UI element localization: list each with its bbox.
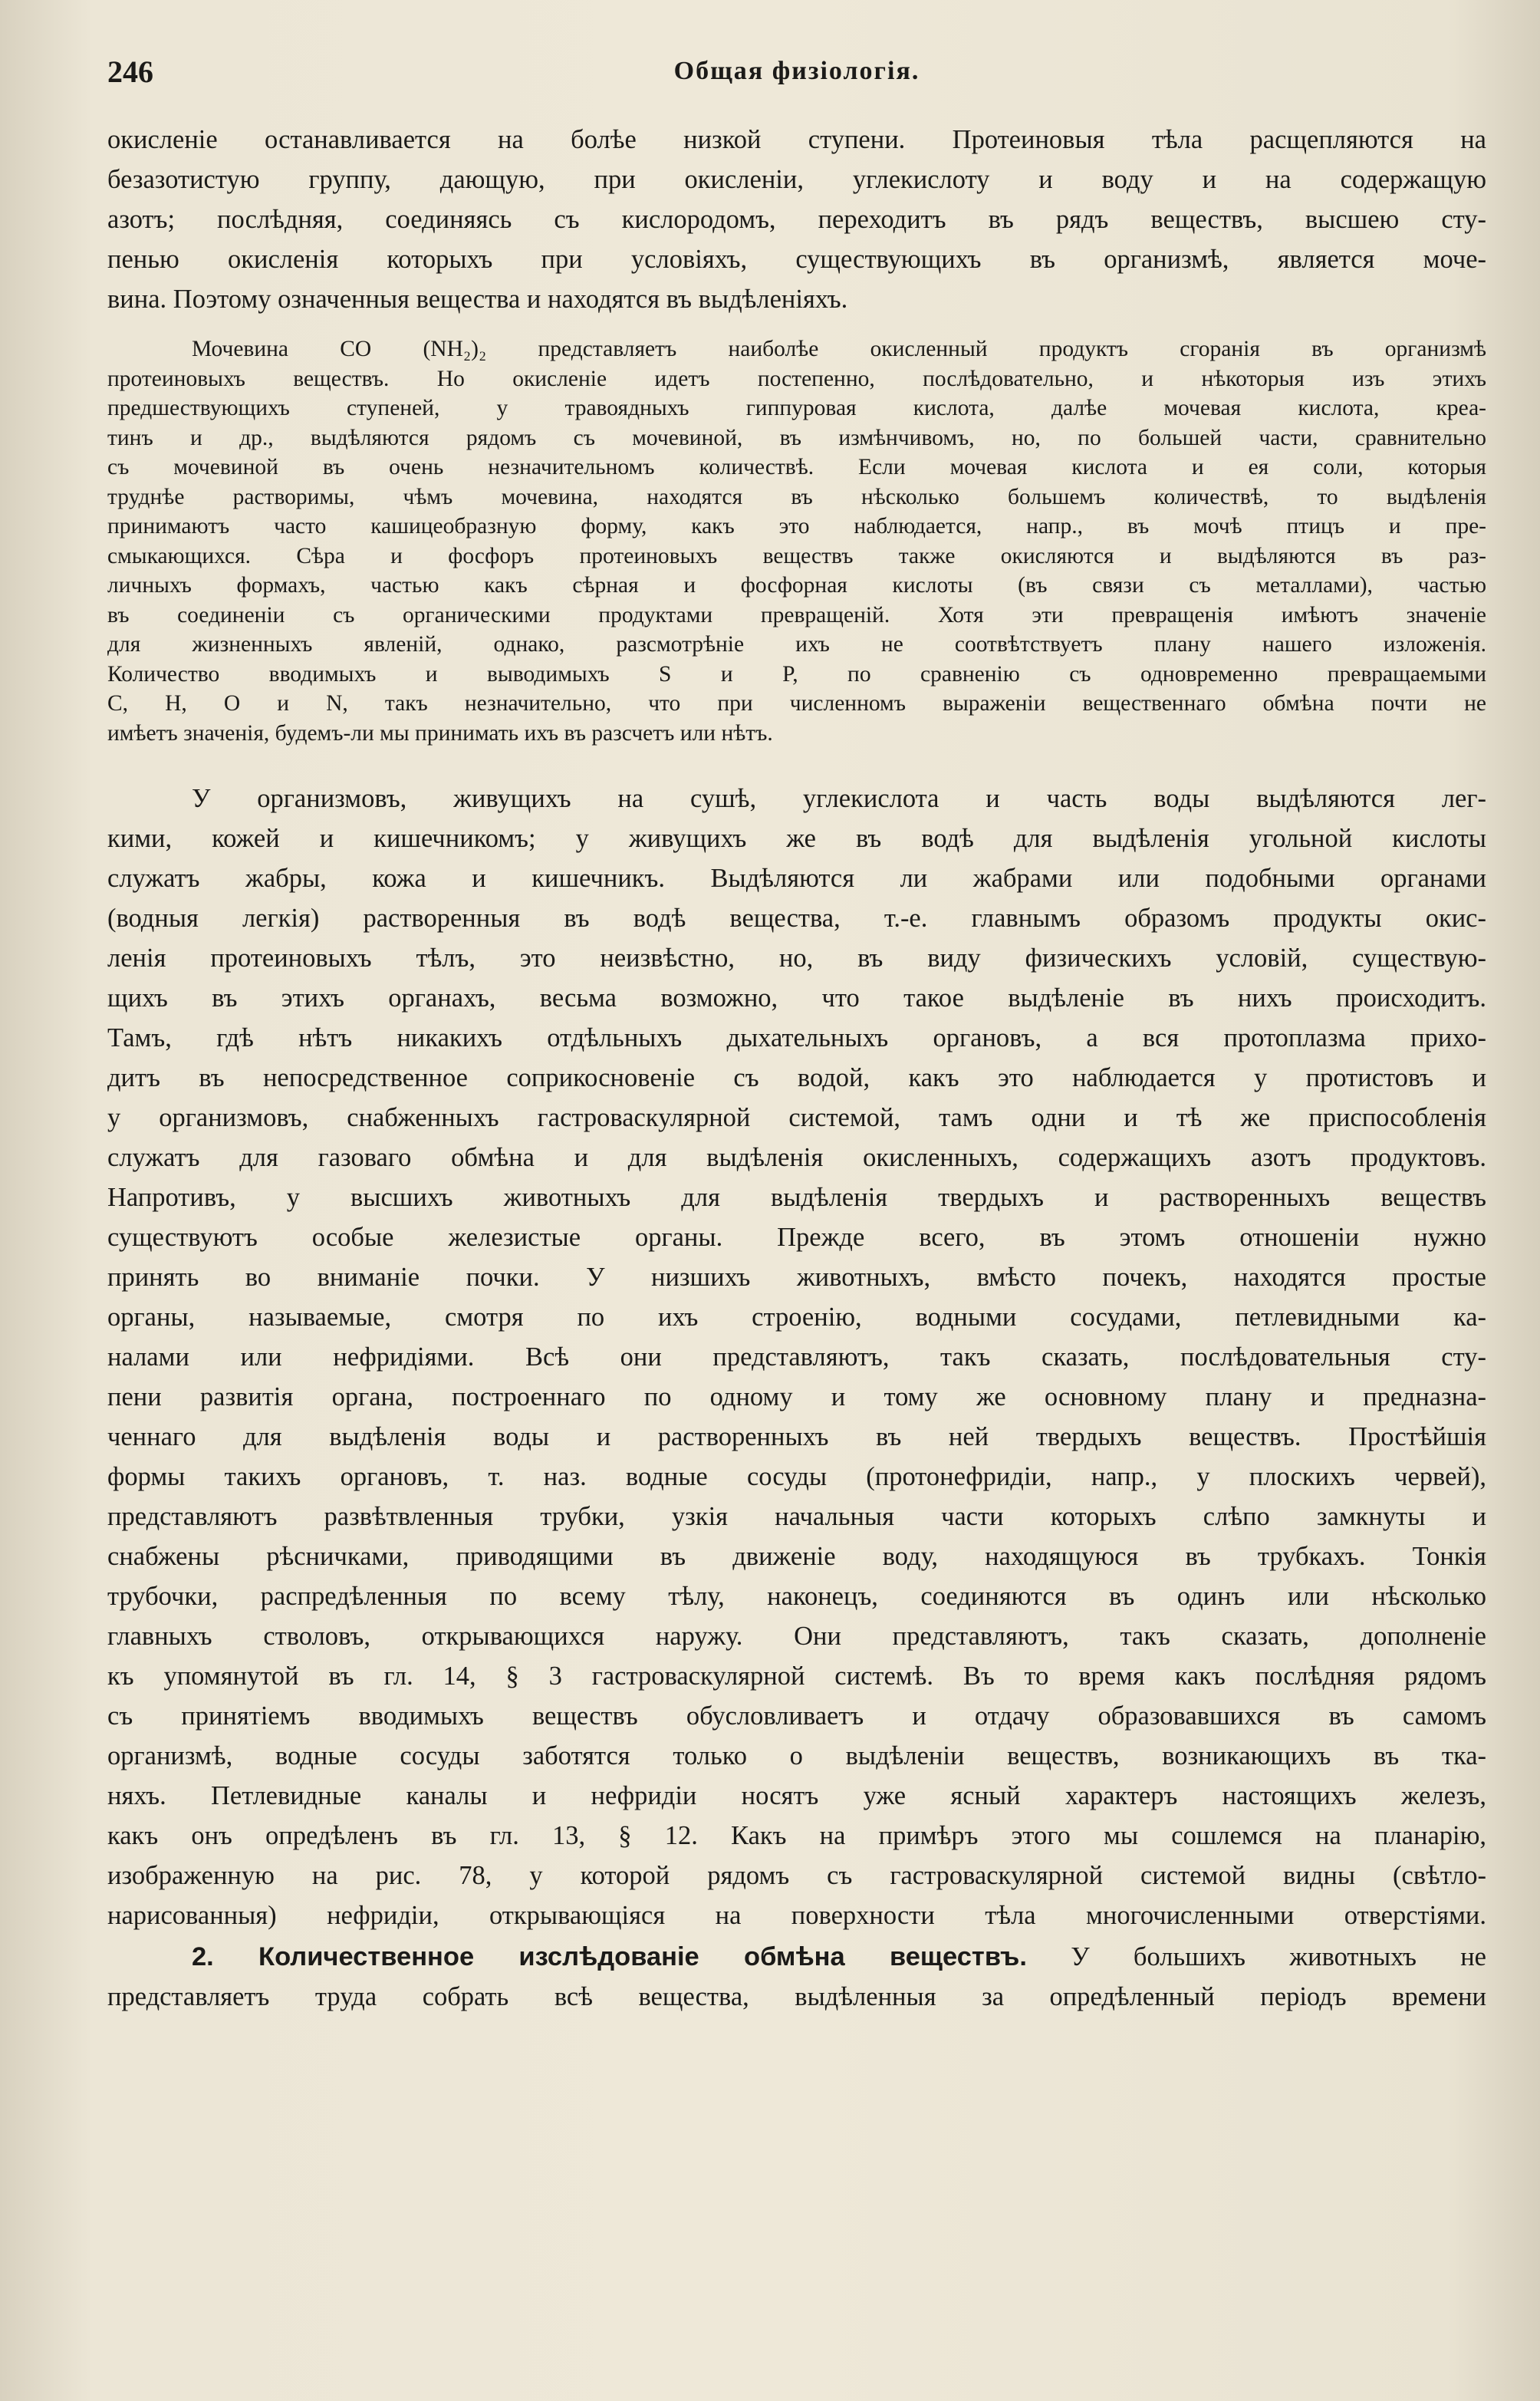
note-line: личныхъ формахъ, частью какъ сѣрная и фосфорная кислоты (въ связи съ металлами), частью <box>107 573 1486 598</box>
text-line: пени развитiя органа, построеннаго по одному и тому же основному плану и предназна- <box>107 1382 1486 1411</box>
running-title: Общая физiологiя. <box>673 57 920 85</box>
text-line: (водныя легкiя) растворенныя въ водѣ вещества, т.-е. главнымъ образомъ продукты окис- <box>107 904 1486 933</box>
note-line: Мочевина CO (NH₂)₂ представляетъ наиболѣе окисленный продуктъ сгоранiя въ организмѣ <box>192 337 1486 361</box>
text-line: пенью окисленiя которыхъ при условiяхъ, существующихъ въ организмѣ, является моче- <box>107 245 1486 274</box>
note-line: имѣетъ значенiя, будемъ-ли мы принимать ихъ въ разсчетъ или нѣтъ. <box>107 720 773 746</box>
text-line: азотъ; послѣдняя, соединяясь съ кислородомъ, переходитъ въ рядъ веществъ, высшею сту- <box>107 205 1486 234</box>
text-line: у организмовъ, снабженныхъ гастроваскулярной системой, тамъ одни и тѣ же приспособленiя <box>107 1103 1486 1132</box>
paragraph-oxidation <box>107 120 1486 319</box>
text-line: организмѣ, водные сосуды заботятся только о выдѣленiи веществъ, возникающихъ въ тка- <box>107 1741 1486 1770</box>
text-line: щихъ въ этихъ органахъ, весьма возможно, что такое выдѣленiе въ нихъ происходитъ. <box>107 983 1486 1013</box>
text-line: органы, называемые, смотря по ихъ строенiю, водными сосудами, петлевидными ка- <box>107 1303 1486 1332</box>
text-line: формы такихъ органовъ, т. наз. водные сосуды (протонефридiи, напр., у плоскихъ червей), <box>107 1462 1486 1491</box>
text-line: ленiя протеиновыхъ тѣлъ, это неизвѣстно, но, въ виду физическихъ условiй, существую- <box>107 944 1486 973</box>
note-line: принимаютъ часто кашицеобразную форму, какъ это наблюдается, напр., въ мочѣ птицъ и пре- <box>107 514 1486 538</box>
section-heading: 2. Количественное изслѣдованiе обмѣна веществъ. <box>192 1942 1027 1971</box>
text-line: служатъ для газоваго обмѣна и для выдѣленiя окисленныхъ, содержащихъ азотъ продуктовъ. <box>107 1143 1486 1172</box>
note-line: въ соединенiи съ органическими продуктами превращенiй. Хотя эти превращенiя имѣютъ значенiе <box>107 602 1486 627</box>
note-urea <box>107 334 1486 748</box>
text-line: безазотистую группу, дающую, при окисленiи, углекислоту и воду и на содержащую <box>107 165 1486 194</box>
section-2-first-line <box>107 1937 1486 1977</box>
running-head <box>107 46 1486 100</box>
text-line: главныхъ стволовъ, открывающихся наружу. Они представляютъ, такъ сказать, дополненiе <box>107 1622 1486 1651</box>
text-line: служатъ жабры, кожа и кишечникъ. Выдѣляются ли жабрами или подобными органами <box>107 864 1486 893</box>
note-line: предшествующихъ ступеней, у травоядныхъ гиппуровая кислота, далѣе мочевая кислота, креа- <box>107 396 1486 420</box>
text-line: снабжены рѣсничками, приводящими въ движенiе воду, находящуюся въ трубкахъ. Тонкiя <box>107 1542 1486 1571</box>
paragraph-excretion <box>107 779 1486 1935</box>
note-line: для жизненныхъ явленiй, однако, разсмотрѣнiе ихъ не соотвѣтствуетъ плану нашего изложенiя. <box>107 632 1486 657</box>
text-line: съ принятiемъ вводимыхъ веществъ обусловливаетъ и отдачу образовавшихся въ самомъ <box>107 1701 1486 1731</box>
text-line: нарисованныя) нефридiи, открывающiяся на поверхности тѣла многочисленными отверстiями. <box>107 1901 1486 1930</box>
text-line: ченнаго для выдѣленiя воды и растворенныхъ въ ней твердыхъ веществъ. Простѣйшiя <box>107 1422 1486 1451</box>
note-line: смыкающихся. Сѣра и фосфоръ протеиновыхъ веществъ также окисляются и выдѣляются въ раз- <box>107 543 1486 568</box>
text-line: вина. Поэтому означенныя вещества и находятся въ выдѣленiяхъ. <box>107 285 848 314</box>
text-line: представляетъ труда собрать всѣ вещества, выдѣленныя за опредѣленный перiодъ времени <box>107 1982 1486 2011</box>
note-line: съ мочевиной въ очень незначительномъ количествѣ. Если мочевая кислота и ея соли, которыя <box>107 455 1486 479</box>
note-line: труднѣе растворимы, чѣмъ мочевина, находятся въ нѣсколько большемъ количествѣ, то выдѣленiя <box>107 484 1486 509</box>
text-line: изображенную на рис. 78, у которой рядомъ съ гастроваскулярной системой видны (свѣтло- <box>107 1861 1486 1890</box>
text-line: къ упомянутой въ гл. 14, § 3 гастроваскулярной системѣ. Въ то время какъ послѣдняя рядомъ <box>107 1662 1486 1691</box>
section-heading-continuation: У большихъ животныхъ не <box>1026 1942 1486 1971</box>
text-line: няхъ. Петлевидные каналы и нефридiи носятъ уже ясный характеръ настоящихъ железъ, <box>107 1781 1486 1810</box>
text-line: существуютъ особые железистые органы. Прежде всего, въ этомъ отношенiи нужно <box>107 1223 1486 1252</box>
text-line: дитъ въ непосредственное соприкосновенiе съ водой, какъ это наблюдается у протистовъ и <box>107 1063 1486 1092</box>
note-line: C, H, O и N, такъ незначительно, что при численномъ выраженiи вещественнаго обмѣна почти не <box>107 691 1486 716</box>
page-number: 246 <box>107 54 153 89</box>
text-line: представляютъ развѣтвленныя трубки, узкiя начальныя части которыхъ слѣпо замкнуты и <box>107 1502 1486 1531</box>
note-line: протеиновыхъ веществъ. Но окисленiе идетъ постепенно, послѣдовательно, и нѣкоторыя изъ этихъ <box>107 366 1486 391</box>
text-line: принять во вниманiе почки. У низшихъ животныхъ, вмѣсто почекъ, находятся простые <box>107 1263 1486 1292</box>
text-line: У организмовъ, живущихъ на сушѣ, углекислота и часть воды выдѣляются лег- <box>192 784 1486 813</box>
text-line: кими, кожей и кишечникомъ; у живущихъ же въ водѣ для выдѣленiя угольной кислоты <box>107 824 1486 853</box>
text-line: Тамъ, гдѣ нѣтъ никакихъ отдѣльныхъ дыхательныхъ органовъ, а вся протоплазма прихо- <box>107 1023 1486 1052</box>
text-line: Напротивъ, у высшихъ животныхъ для выдѣленiя твердыхъ и растворенныхъ веществъ <box>107 1183 1486 1212</box>
text-line: окисленiе останавливается на болѣе низкой ступени. Протеиновыя тѣла расщепляются на <box>107 125 1486 154</box>
note-line: тинъ и др., выдѣляются рядомъ съ мочевиной, въ измѣнчивомъ, но, по большей части, сравнительно <box>107 425 1486 450</box>
text-line: трубочки, распредѣленныя по всему тѣлу, наконецъ, соединяются въ одинъ или нѣсколько <box>107 1582 1486 1611</box>
text-line: налами или нефридiями. Всѣ они представляютъ, такъ сказать, послѣдовательныя сту- <box>107 1342 1486 1372</box>
text-line: какъ онъ опредѣленъ въ гл. 13, § 12. Какъ на примѣръ этого мы сошлемся на планарiю, <box>107 1821 1486 1850</box>
note-line: Количество вводимыхъ и выводимыхъ S и P, по сравненiю съ одновременно превращаемыми <box>107 661 1486 687</box>
section-2 <box>107 1937 1486 2017</box>
